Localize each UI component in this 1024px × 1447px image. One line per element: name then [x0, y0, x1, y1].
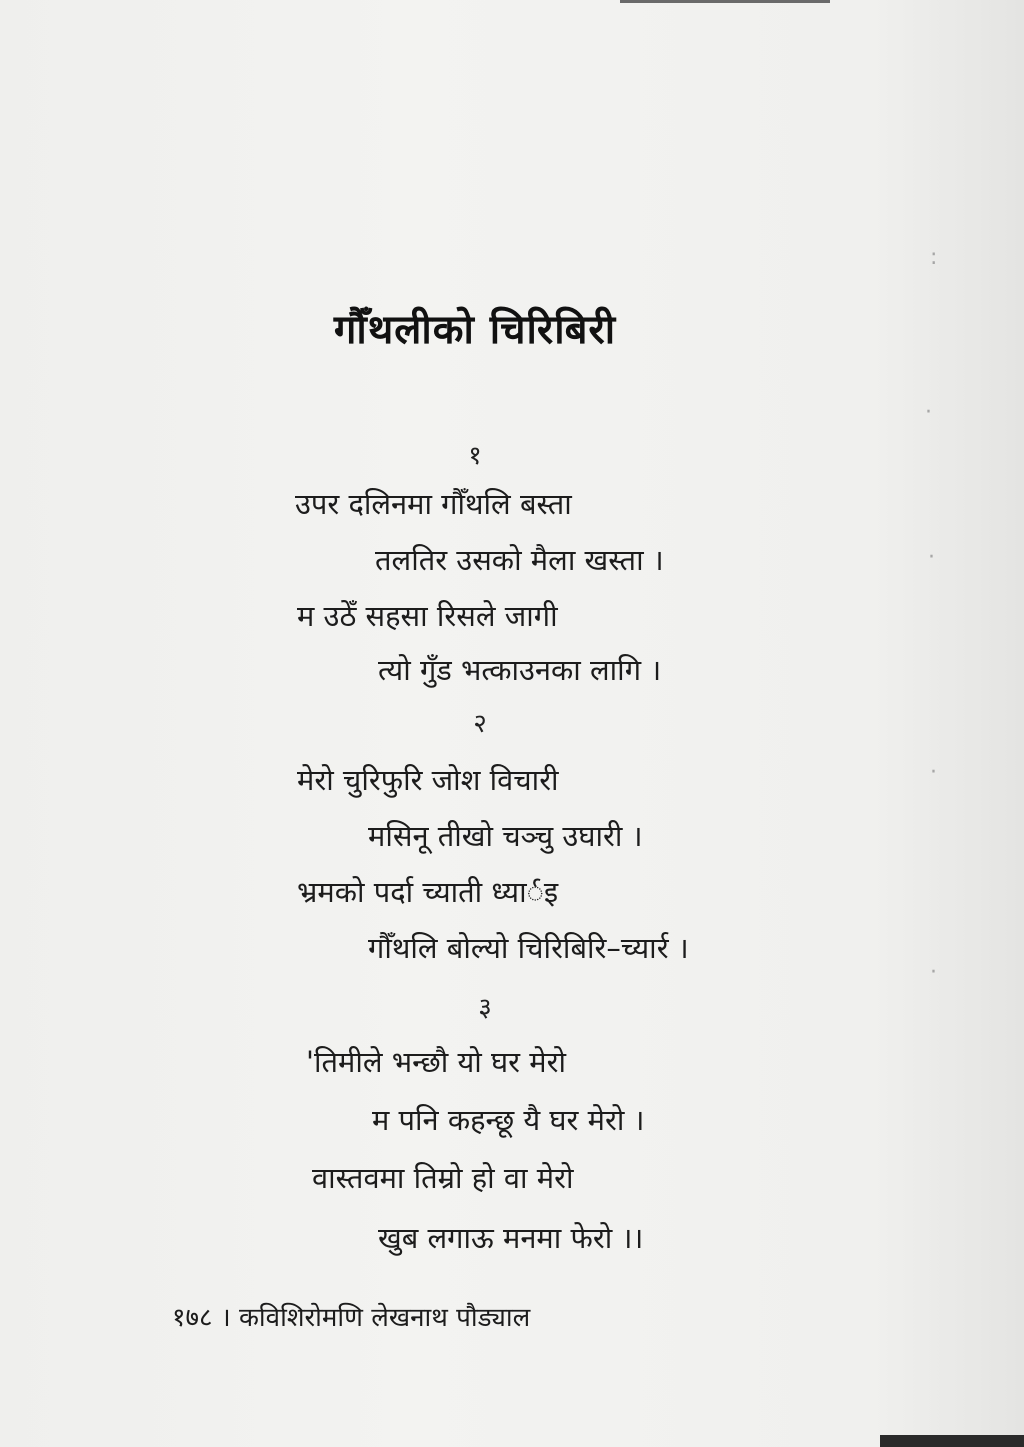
stanza-number: ३ [478, 993, 492, 1023]
page-edge-shadow [880, 1435, 1024, 1447]
bleed-through-mark: · [925, 400, 932, 425]
stanza-number: १ [468, 441, 482, 471]
stanza-number: २ [473, 709, 487, 739]
bleed-through-mark: · [930, 760, 937, 785]
poem-title: गौँथलीको चिरिबिरी [333, 307, 617, 353]
poem-line: म उठेँ सहसा रिसले जागी [297, 599, 558, 633]
poem-line: मेरो चुरिफुरि जोश विचारी [297, 763, 559, 797]
poem-line: भ्रमको पर्दा च्याती ध्यार्इ [297, 875, 559, 909]
poem-line: तलतिर उसको मैला खस्ता । [375, 543, 664, 577]
poem-line: गौँथलि बोल्यो चिरिबिरि–च्यार्र । [368, 931, 689, 965]
poem-line: वास्तवमा तिम्रो हो वा मेरो [312, 1161, 574, 1195]
poem-line: म पनि कहन्छू यै घर मेरो । [372, 1103, 645, 1137]
top-rule [620, 0, 830, 3]
page-footer: १७८ । कविशिरोमणि लेखनाथ पौड्याल [172, 1303, 531, 1333]
poem-line: खुब लगाऊ मनमा फेरो ।। [378, 1221, 644, 1255]
poem-line: त्यो गुँड भत्काउनका लागि । [378, 653, 662, 687]
bleed-through-mark: · [930, 960, 937, 985]
poem-line: उपर दलिनमा गौँथलि बस्ता [295, 487, 572, 521]
poem-line: मसिनू तीखो चञ्चु उघारी । [368, 819, 643, 853]
bleed-through-mark: · [928, 545, 935, 570]
bleed-through-mark: ꞉ [930, 245, 938, 270]
poem-line: 'तिमीले भन्छौ यो घर मेरो [306, 1045, 566, 1079]
